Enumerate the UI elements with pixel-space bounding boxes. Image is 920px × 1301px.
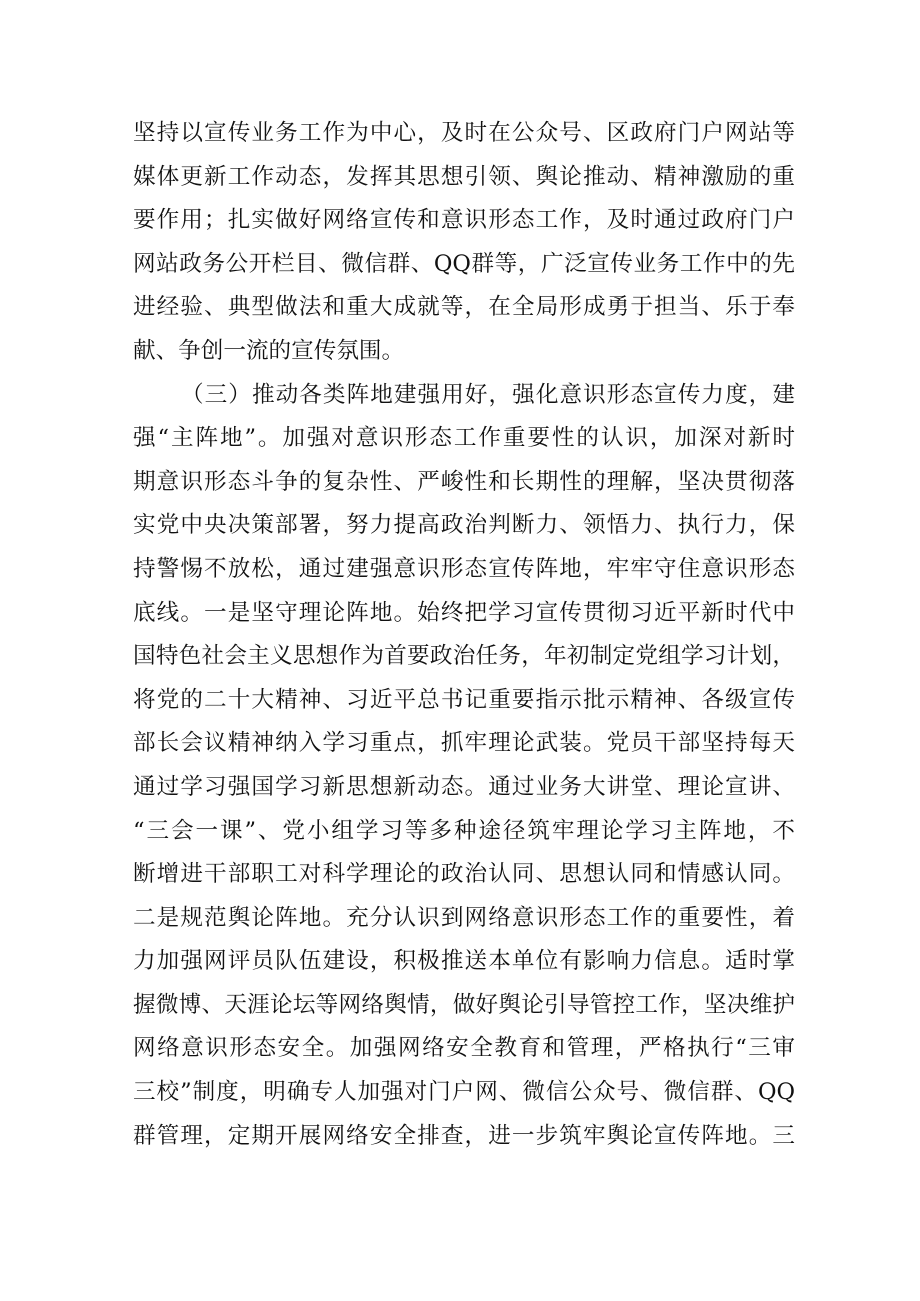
- text-line: 持警惕不放松，通过建强意识形态宣传阵地，牢牢守住意识形态: [133, 555, 795, 582]
- text-line: 二是规范舆论阵地。充分认识到网络意识形态工作的重要性，着: [133, 904, 795, 931]
- text-line: 群管理，定期开展网络安全排查，进一步筑牢舆论宣传阵地。三: [133, 1122, 795, 1149]
- section-heading-line: （三）推动各类阵地建强用好，强化意识形态宣传力度，建: [181, 381, 795, 408]
- text-line: 实党中央决策部署，努力提高政治判断力、领悟力、执行力，保: [133, 512, 795, 539]
- text-line: 握微博、天涯论坛等网络舆情，做好舆论引导管控工作，坚决维护: [133, 991, 795, 1018]
- text-line: 期意识形态斗争的复杂性、严峻性和长期性的理解，坚决贯彻落: [133, 468, 795, 495]
- text-line: 强“主阵地”。加强对意识形态工作重要性的认识，加深对新时: [133, 425, 795, 452]
- text-line: 断增进干部职工对科学理论的政治认同、思想认同和情感认同。: [133, 861, 795, 888]
- text-line: 进经验、典型做法和重大成就等，在全局形成勇于担当、乐于奉: [133, 294, 795, 321]
- text-line: 将党的二十大精神、习近平总书记重要指示批示精神、各级宣传: [133, 686, 795, 713]
- text-line: 力加强网评员队伍建设，积极推送本单位有影响力信息。适时掌: [133, 948, 795, 975]
- text-line: 献、争创一流的宣传氛围。: [133, 337, 405, 364]
- text-line: 通过学习强国学习新思想新动态。通过业务大讲堂、理论宣讲、: [133, 773, 795, 800]
- document-body: [133, 112, 795, 1158]
- text-line: 网站政务公开栏目、微信群、QQ群等，广泛宣传业务工作中的先: [133, 250, 795, 277]
- text-line: 部长会议精神纳入学习重点，抓牢理论武装。党员干部坚持每天: [133, 730, 795, 757]
- text-line: 国特色社会主义思想作为首要政治任务，年初制定党组学习计划，: [133, 643, 795, 670]
- text-line: “三会一课”、党小组学习等多种途径筑牢理论学习主阵地，不: [133, 817, 795, 844]
- text-line: 底线。一是坚守理论阵地。始终把学习宣传贯彻习近平新时代中: [133, 599, 795, 626]
- text-line: 三校”制度，明确专人加强对门户网、微信公众号、微信群、QQ: [133, 1079, 795, 1106]
- text-line: 网络意识形态安全。加强网络安全教育和管理，严格执行“三审: [133, 1035, 795, 1062]
- text-line: 要作用；扎实做好网络宣传和意识形态工作，及时通过政府门户: [133, 207, 795, 234]
- text-line: 坚持以宣传业务工作为中心，及时在公众号、区政府门户网站等: [133, 120, 795, 146]
- text-line: 媒体更新工作动态，发挥其思想引领、舆论推动、精神激励的重: [133, 163, 795, 190]
